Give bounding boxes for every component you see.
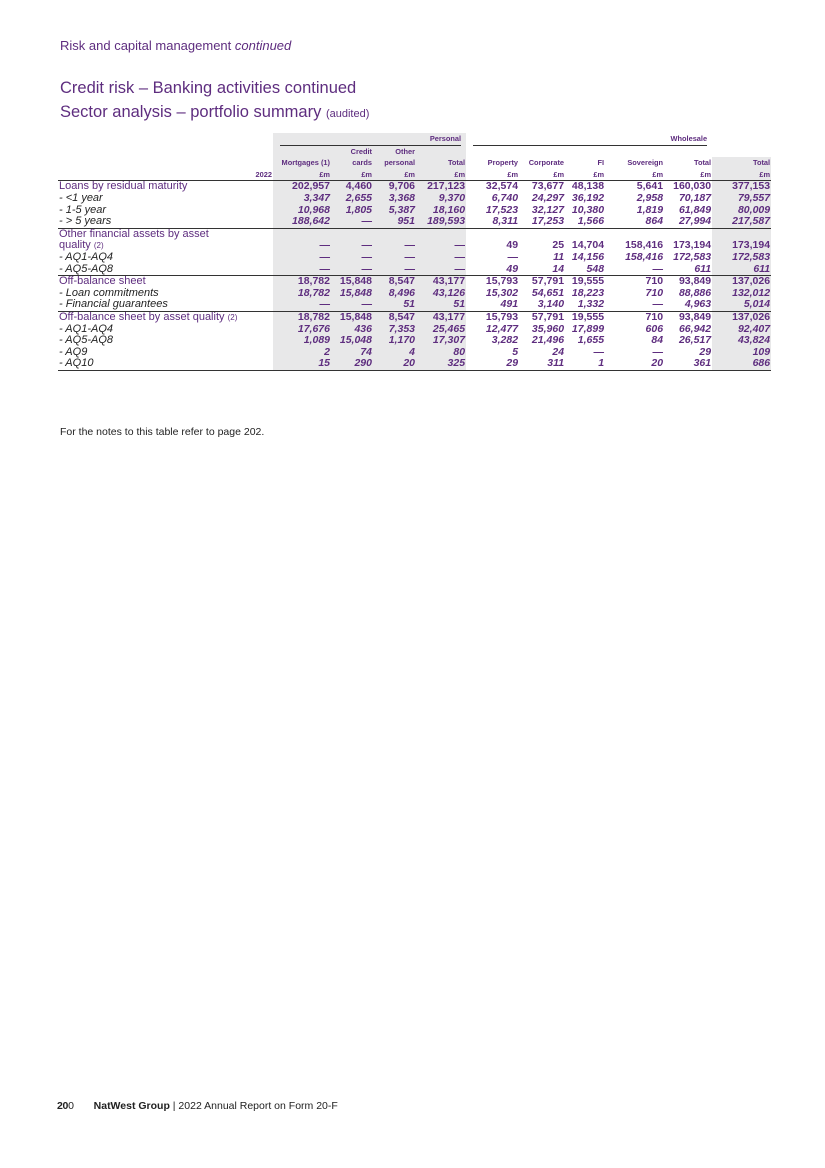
table-cell: 21,496 bbox=[531, 334, 565, 347]
table-cell: 2,655 bbox=[331, 193, 373, 205]
table-cell: 92,407 bbox=[712, 324, 771, 336]
table-cell: 10,380 bbox=[571, 203, 605, 216]
table-cell: 66,942 bbox=[678, 322, 712, 335]
year-label: 2022 bbox=[58, 169, 273, 181]
table-cell: 80 bbox=[416, 347, 466, 359]
table-row bbox=[58, 252, 771, 264]
col-corporate: Corporate bbox=[528, 158, 565, 168]
table-cell: — bbox=[331, 216, 373, 228]
table-cell: 710 bbox=[645, 286, 664, 299]
table-cell: 436 bbox=[331, 324, 373, 336]
row-label-text: - > 5 years bbox=[59, 215, 112, 228]
table-body bbox=[58, 181, 771, 371]
row-label-text: Off-balance sheet bbox=[59, 275, 146, 288]
col-property: Property bbox=[487, 158, 519, 168]
table-cell: 864 bbox=[645, 215, 664, 228]
table-cell: 24,297 bbox=[531, 191, 565, 204]
unit-label: £m bbox=[373, 169, 416, 181]
unit-label: £m bbox=[416, 169, 466, 181]
table-cell: 1,566 bbox=[577, 215, 605, 228]
unit-label: £m bbox=[605, 169, 664, 181]
table-cell: — bbox=[331, 252, 373, 264]
table-cell: 132,012 bbox=[712, 288, 771, 300]
col-top-other: Other bbox=[373, 146, 416, 158]
table-cell: 51 bbox=[416, 299, 466, 311]
table-cell: 325 bbox=[416, 358, 466, 370]
table-cell: 51 bbox=[373, 299, 416, 311]
table-cell: 158,416 bbox=[625, 250, 664, 263]
table-cell: 17,523 bbox=[485, 203, 519, 216]
table-cell: — bbox=[593, 345, 605, 358]
row-label-text: quality bbox=[59, 240, 91, 252]
table-cell: 15,848 bbox=[331, 288, 373, 300]
table-cell: — bbox=[273, 240, 331, 252]
row-label bbox=[58, 299, 273, 311]
table-cell: 14,156 bbox=[571, 250, 605, 263]
table-cell: 710 bbox=[605, 276, 664, 288]
table-cell: 18,782 bbox=[273, 288, 331, 300]
page-number-last: 0 bbox=[68, 1100, 74, 1112]
table-cell: — bbox=[331, 240, 373, 252]
table-cell: 80,009 bbox=[712, 205, 771, 217]
table-cell: 29 bbox=[699, 345, 712, 358]
table-cell: 15,793 bbox=[466, 276, 519, 288]
table-cell: 606 bbox=[645, 322, 664, 335]
row-label-text: Loans by residual maturity bbox=[59, 180, 188, 193]
row-label-text: - Loan commitments bbox=[59, 286, 159, 299]
table-cell: 57,791 bbox=[519, 311, 565, 323]
table-cell: 17,899 bbox=[571, 322, 605, 335]
table-cell: 173,194 bbox=[673, 239, 712, 252]
table-cell: 611 bbox=[694, 262, 712, 275]
col-fi: FI bbox=[597, 158, 605, 168]
table-cell: 54,651 bbox=[531, 286, 565, 299]
table-cell: 49 bbox=[506, 262, 519, 275]
col-other-personal: personal bbox=[373, 157, 416, 169]
table-cell: 290 bbox=[331, 358, 373, 370]
table-cell: 158,416 bbox=[625, 239, 664, 252]
table-cell: 74 bbox=[331, 347, 373, 359]
table-cell: 8,547 bbox=[373, 276, 416, 288]
table-cell: 172,583 bbox=[673, 250, 712, 263]
table-cell: 57,791 bbox=[519, 276, 565, 288]
table-cell: 19,555 bbox=[565, 311, 605, 323]
table-cell: 49 bbox=[506, 239, 519, 252]
table-cell: 35,960 bbox=[531, 322, 565, 335]
table-cell: — bbox=[273, 299, 331, 311]
col-grand-total: Total bbox=[712, 157, 771, 169]
row-label-text: - 1-5 year bbox=[59, 203, 107, 216]
table-cell: 43,126 bbox=[416, 288, 466, 300]
page-number-bold: 20 bbox=[57, 1100, 69, 1112]
table-cell: 311 bbox=[519, 358, 565, 370]
table-cell: 14,704 bbox=[571, 239, 605, 252]
table-cell: 15,048 bbox=[331, 335, 373, 347]
table-cell: 5 bbox=[512, 345, 519, 358]
row-label bbox=[58, 216, 273, 228]
table-cell: 5,641 bbox=[605, 181, 664, 193]
group-personal-header bbox=[273, 133, 466, 146]
row-label-text: - AQ10 bbox=[59, 357, 94, 370]
table-cell: 710 bbox=[605, 311, 664, 323]
table-row bbox=[58, 276, 771, 288]
table-cell: 32,574 bbox=[466, 181, 519, 193]
table-cell: 3,282 bbox=[491, 334, 519, 347]
unit-label: £m bbox=[519, 169, 565, 181]
table-cell: 15,302 bbox=[485, 286, 519, 299]
table-cell: 36,192 bbox=[571, 191, 605, 204]
table-cell: 611 bbox=[712, 264, 771, 276]
unit-label: £m bbox=[712, 169, 771, 181]
table-cell: 43,177 bbox=[416, 311, 466, 323]
table-row bbox=[58, 335, 771, 347]
table-cell: 188,642 bbox=[273, 216, 331, 228]
table-cell: 18,782 bbox=[273, 276, 331, 288]
table-cell: — bbox=[507, 250, 519, 263]
table-cell: 93,849 bbox=[664, 311, 712, 323]
unit-label: £m bbox=[466, 169, 519, 181]
table-cell: 109 bbox=[712, 347, 771, 359]
table-cell: 15 bbox=[273, 358, 331, 370]
table-cell: 8,311 bbox=[492, 215, 519, 228]
unit-label: £m bbox=[273, 169, 331, 181]
table-cell: 491 bbox=[500, 298, 519, 311]
table-header-groups bbox=[58, 133, 771, 146]
row-label-text: - Financial guarantees bbox=[59, 298, 168, 311]
col-wholesale-total: Total bbox=[693, 158, 712, 168]
table-cell: 137,026 bbox=[712, 311, 771, 323]
table-cell: 24 bbox=[552, 345, 565, 358]
table-cell: — bbox=[416, 252, 466, 264]
table-cell: 43,177 bbox=[416, 276, 466, 288]
row-label-text: - <1 year bbox=[59, 191, 103, 204]
table-cell: 32,127 bbox=[531, 203, 565, 216]
table-header-top bbox=[58, 146, 771, 158]
table-cell: 26,517 bbox=[678, 334, 712, 347]
table-cell: 377,153 bbox=[712, 181, 771, 193]
table-cell: 3,347 bbox=[273, 193, 331, 205]
table-cell: — bbox=[331, 299, 373, 311]
table-cell: 84 bbox=[651, 334, 664, 347]
table-cell: 1,089 bbox=[273, 335, 331, 347]
audited-note: (audited) bbox=[325, 108, 370, 120]
table-cell: 3,368 bbox=[373, 193, 416, 205]
table-cell: 8,547 bbox=[373, 311, 416, 323]
table-cell: 1,819 bbox=[636, 203, 664, 216]
section-header bbox=[60, 38, 291, 53]
table-cell: 160,030 bbox=[664, 181, 712, 193]
table-cell: 7,353 bbox=[373, 324, 416, 336]
table-notes: For the notes to this table refer to page 202. bbox=[60, 426, 265, 438]
row-note: (2) bbox=[93, 241, 104, 251]
table-cell: 15,793 bbox=[466, 311, 519, 323]
table-cell: 73,677 bbox=[519, 181, 565, 193]
table-cell: — bbox=[652, 345, 664, 358]
table-cell: 10,968 bbox=[273, 205, 331, 217]
table-cell: 27,994 bbox=[678, 215, 712, 228]
section-continued: continued bbox=[234, 38, 292, 53]
table-cell: 137,026 bbox=[712, 276, 771, 288]
table-row bbox=[58, 193, 771, 205]
table-cell: 1,170 bbox=[373, 335, 416, 347]
table-cell: — bbox=[652, 298, 664, 311]
table-cell: 15,848 bbox=[331, 276, 373, 288]
table-cell: 173,194 bbox=[712, 240, 771, 252]
table-cell: — bbox=[416, 264, 466, 276]
table-row bbox=[58, 358, 771, 370]
table-cell: 18,160 bbox=[416, 205, 466, 217]
table-cell: 17,307 bbox=[416, 335, 466, 347]
table-row bbox=[58, 216, 771, 228]
table-cell: 361 bbox=[664, 358, 712, 370]
unit-label: £m bbox=[565, 169, 605, 181]
table-cell: 61,849 bbox=[678, 203, 712, 216]
table-cell: 217,587 bbox=[712, 216, 771, 228]
table-cell: — bbox=[416, 240, 466, 252]
table-cell: 19,555 bbox=[565, 276, 605, 288]
col-top-credit: Credit bbox=[331, 146, 373, 158]
table-cell: — bbox=[373, 252, 416, 264]
table-cell: 17,253 bbox=[531, 215, 565, 228]
group-wholesale-label: Wholesale bbox=[473, 133, 707, 146]
table-cell: 202,957 bbox=[273, 181, 331, 193]
table-cell: 1,805 bbox=[331, 205, 373, 217]
col-sovereign: Sovereign bbox=[627, 158, 664, 168]
table-cell: 217,123 bbox=[416, 181, 466, 193]
table-cell: 1,332 bbox=[577, 298, 605, 311]
report-name: | 2022 Annual Report on Form 20-F bbox=[169, 1100, 338, 1112]
table-cell: 548 bbox=[586, 262, 605, 275]
table-cell: 14 bbox=[552, 262, 565, 275]
page-title: Credit risk – Banking activities continued bbox=[60, 79, 357, 97]
table-cell: 9,706 bbox=[373, 181, 416, 193]
table-cell: 5,014 bbox=[712, 299, 771, 311]
table-cell: 4 bbox=[373, 347, 416, 359]
group-personal-label: Personal bbox=[280, 133, 461, 146]
table-cell: 25 bbox=[552, 239, 565, 252]
table-row bbox=[58, 299, 771, 311]
table-cell: 18,782 bbox=[273, 311, 331, 323]
page-number bbox=[57, 1100, 74, 1112]
row-label-text: - AQ1-AQ4 bbox=[59, 322, 113, 335]
unit-label: £m bbox=[664, 169, 712, 181]
table-cell: 6,740 bbox=[491, 191, 519, 204]
table-header-names bbox=[58, 157, 771, 169]
row-label bbox=[58, 335, 273, 347]
table-cell: 43,824 bbox=[712, 335, 771, 347]
table-cell: 93,849 bbox=[664, 276, 712, 288]
col-personal-total: Total bbox=[416, 157, 466, 169]
table-cell: 4,460 bbox=[331, 181, 373, 193]
row-label-text: - AQ1-AQ4 bbox=[59, 250, 113, 263]
group-wholesale-header bbox=[466, 133, 712, 146]
row-note: (2) bbox=[227, 312, 238, 322]
table-cell: 2,958 bbox=[636, 191, 664, 204]
table-cell: 5,387 bbox=[373, 205, 416, 217]
col-credit-cards: cards bbox=[331, 157, 373, 169]
table-cell: 2 bbox=[273, 347, 331, 359]
row-label-text: - AQ5-AQ8 bbox=[59, 334, 113, 347]
table-cell: 48,138 bbox=[565, 181, 605, 193]
table-cell: 15,848 bbox=[331, 311, 373, 323]
table-title-text: Sector analysis – portfolio summary bbox=[60, 103, 322, 121]
table-cell: 70,187 bbox=[678, 191, 712, 204]
table-cell: 29 bbox=[466, 358, 519, 370]
table-cell: 3,140 bbox=[537, 298, 565, 311]
unit-label: £m bbox=[331, 169, 373, 181]
table-cell: 189,593 bbox=[416, 216, 466, 228]
table-cell: 1,655 bbox=[577, 334, 605, 347]
table-cell: 8,496 bbox=[373, 288, 416, 300]
row-label bbox=[58, 264, 273, 276]
table-cell: 88,886 bbox=[678, 286, 712, 299]
table-cell: — bbox=[652, 262, 664, 275]
table-cell: 1 bbox=[565, 358, 605, 370]
table-cell: 17,676 bbox=[273, 324, 331, 336]
table-cell: 20 bbox=[373, 358, 416, 370]
row-label bbox=[58, 358, 273, 370]
table-cell: — bbox=[273, 264, 331, 276]
table-cell: 20 bbox=[605, 358, 664, 370]
table-cell: 951 bbox=[373, 216, 416, 228]
page-footer bbox=[57, 1100, 338, 1112]
table-row bbox=[58, 264, 771, 276]
row-label-text: - AQ9 bbox=[59, 345, 88, 358]
table-cell: — bbox=[273, 252, 331, 264]
table-cell: 12,477 bbox=[485, 322, 519, 335]
table-cell: 172,583 bbox=[712, 252, 771, 264]
col-mortgages: Mortgages (1) bbox=[273, 157, 331, 169]
table-cell: 11 bbox=[553, 250, 565, 263]
brand-name: NatWest Group bbox=[93, 1100, 170, 1112]
table-cell: — bbox=[373, 240, 416, 252]
table-title bbox=[60, 103, 369, 122]
table-cell: 9,370 bbox=[416, 193, 466, 205]
sector-analysis-table bbox=[58, 133, 771, 371]
table-header-units bbox=[58, 169, 771, 181]
row-label-text: - AQ5-AQ8 bbox=[59, 262, 113, 275]
table-cell: — bbox=[331, 264, 373, 276]
table-cell: 686 bbox=[712, 358, 771, 370]
section-title: Risk and capital management bbox=[60, 38, 232, 53]
table-cell: 79,557 bbox=[712, 193, 771, 205]
table-row bbox=[58, 311, 771, 323]
table-cell: — bbox=[373, 264, 416, 276]
row-label: Other financial assets by asset bbox=[58, 228, 273, 240]
table-cell: 25,465 bbox=[416, 324, 466, 336]
table-cell: 18,223 bbox=[571, 286, 605, 299]
table-cell: 4,963 bbox=[684, 298, 712, 311]
row-label-text: Off-balance sheet by asset quality bbox=[59, 311, 225, 323]
